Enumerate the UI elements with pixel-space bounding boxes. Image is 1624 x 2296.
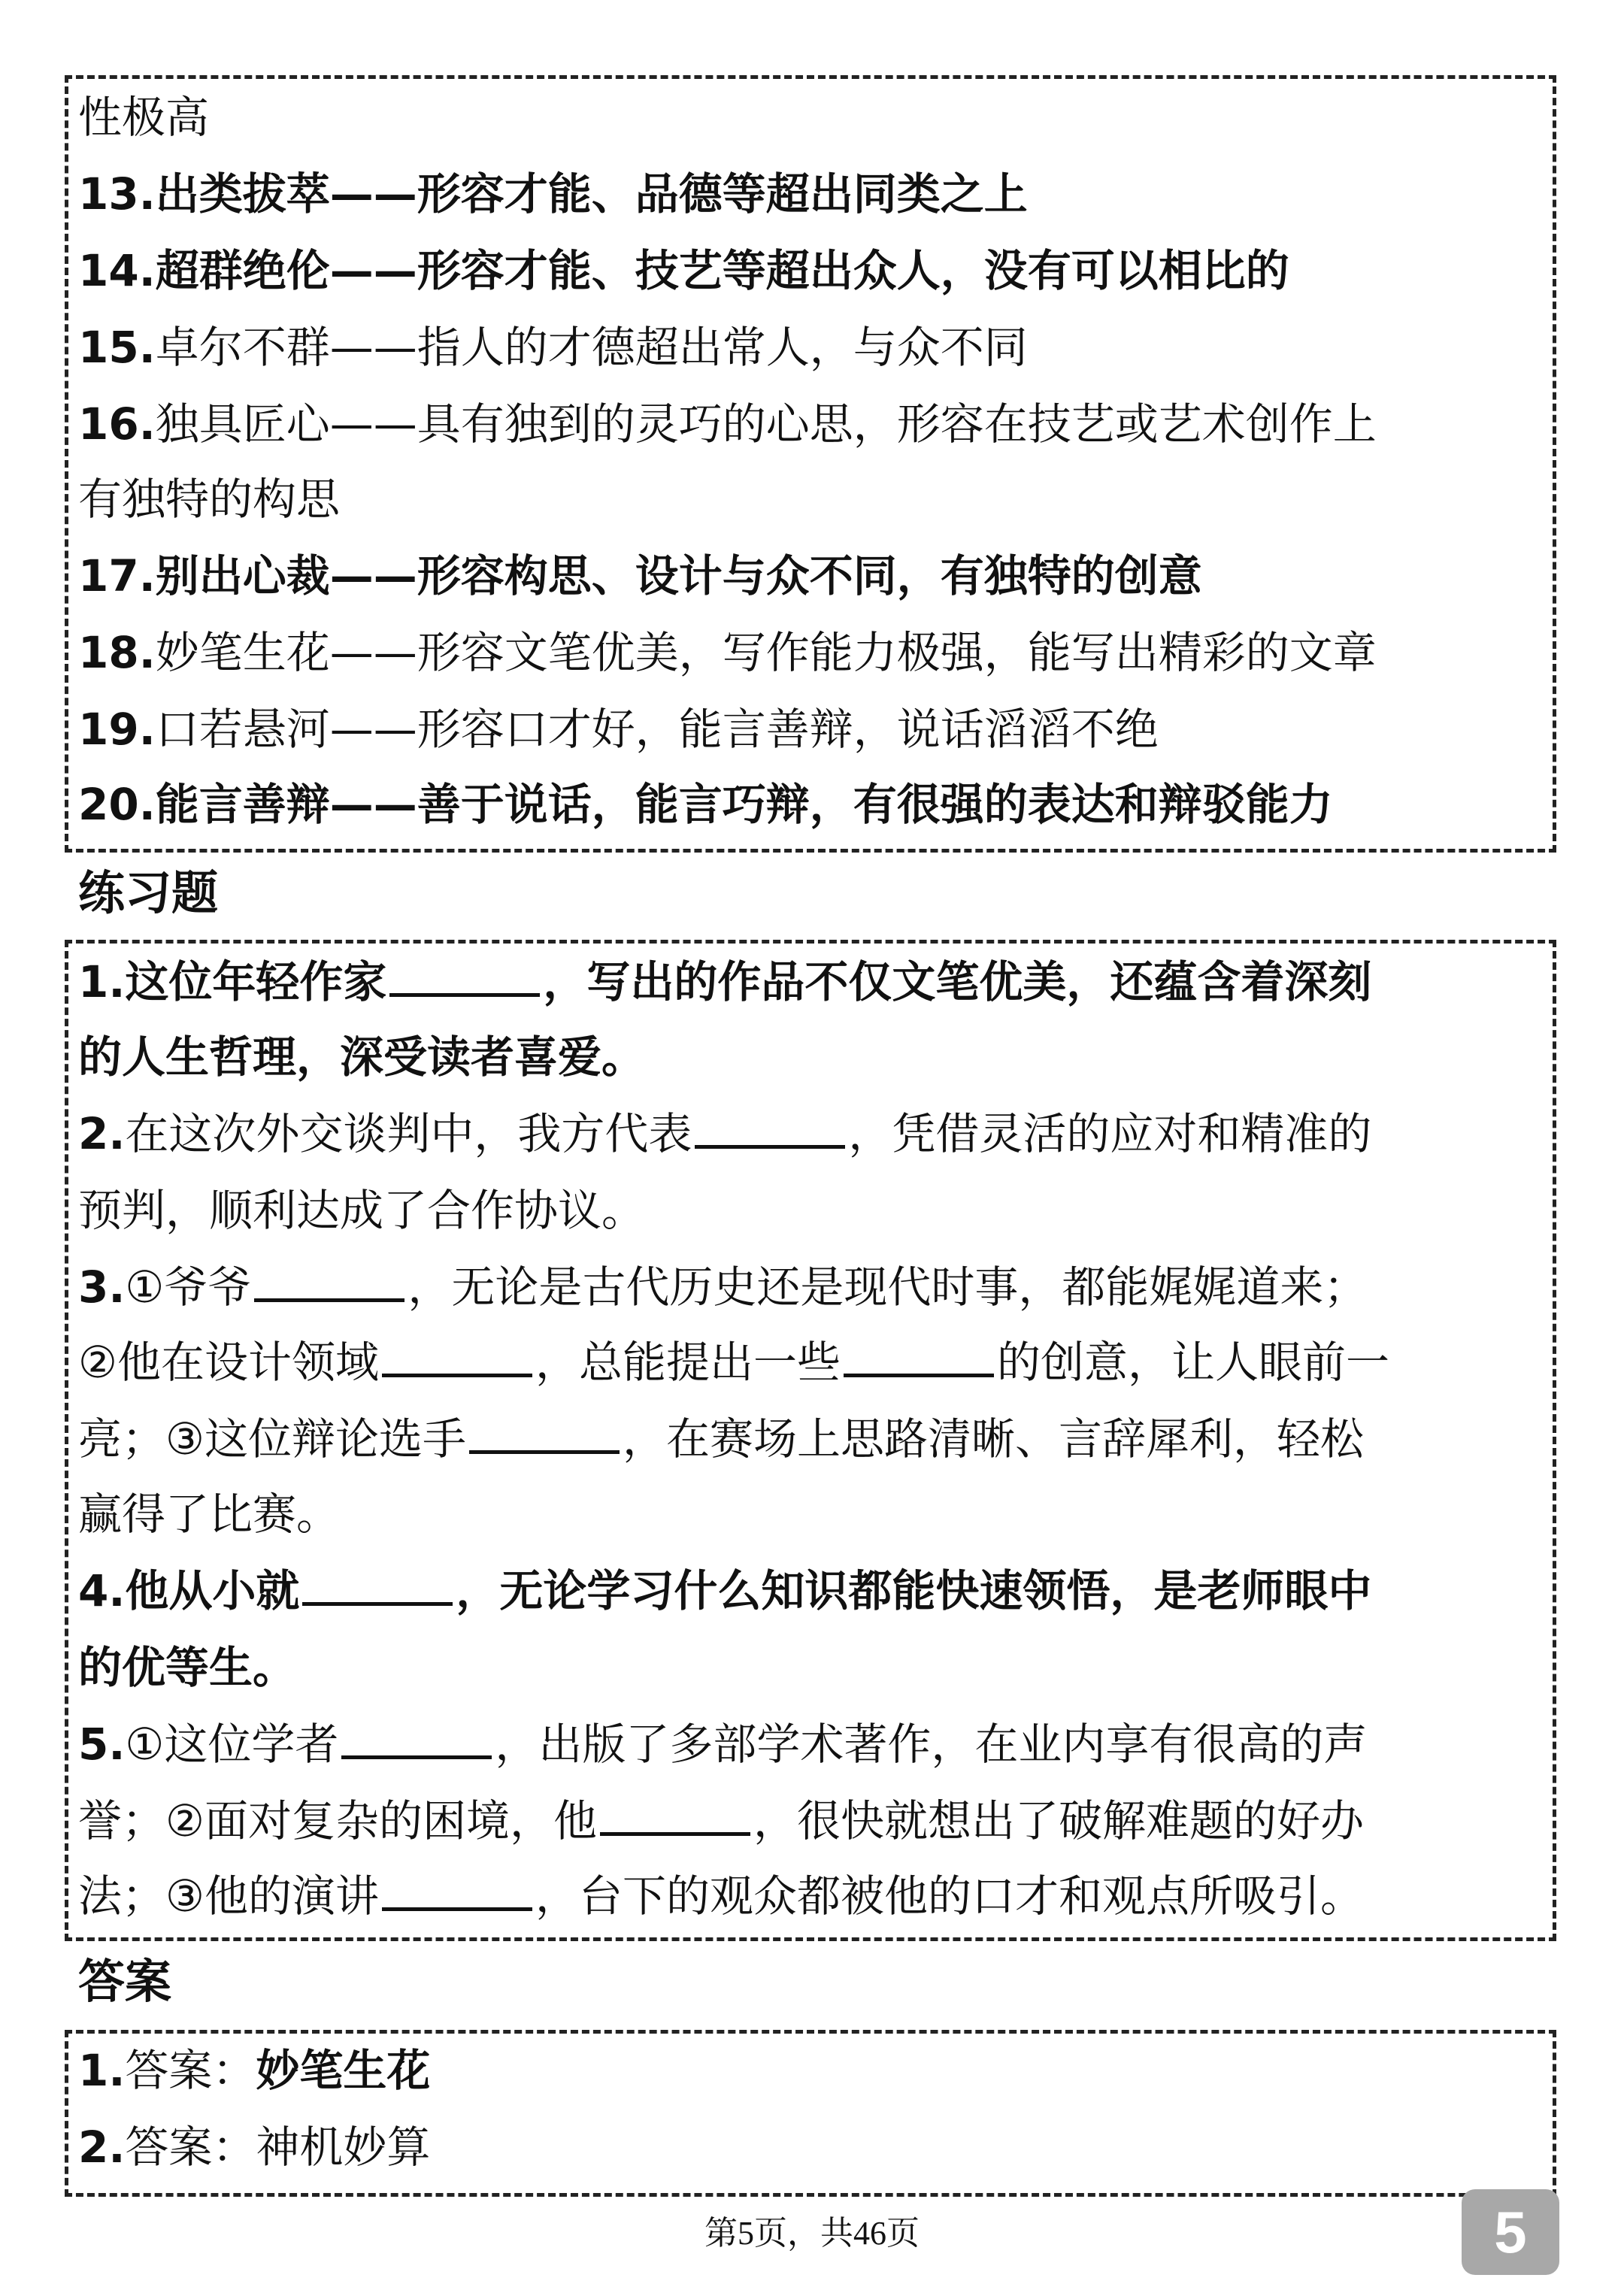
- answer-blank[interactable]: [389, 959, 540, 997]
- answer-number: 2.: [78, 2122, 126, 2173]
- answer-blank[interactable]: [382, 1339, 532, 1377]
- q-text: ，写出的作品不仅文笔优美，还蕴含着深刻: [543, 956, 1372, 1007]
- q-number: 4.: [78, 1565, 126, 1616]
- answer-blank[interactable]: [844, 1339, 994, 1377]
- q-text: ②他在设计领域: [78, 1337, 379, 1388]
- q-number: 5.: [78, 1719, 126, 1770]
- answer-blank[interactable]: [469, 1416, 620, 1454]
- q-text: ，很快就想出了破解难题的好办: [753, 1795, 1365, 1846]
- practice-heading: 练习题: [78, 865, 219, 920]
- q-text: 法；③他的演讲: [78, 1870, 379, 1922]
- list-item: [78, 385, 1552, 463]
- q-text: 亮；③这位辩论选手: [78, 1413, 466, 1465]
- item-text: 妙笔生花——形容文笔优美，写作能力极强，能写出精彩的文章: [155, 627, 1377, 678]
- item-number: 15.: [78, 322, 156, 373]
- item-text: 口若悬河——形容口才好，能言善辩，说话滔滔不绝: [155, 704, 1159, 755]
- question-5-cont: [78, 1857, 1552, 1935]
- q-text: 的人生哲理，深受读者喜爱。: [78, 1031, 646, 1083]
- answer-label: 答案：: [125, 2122, 256, 2173]
- q-text: 赢得了比赛。: [78, 1489, 341, 1540]
- item-number: 20.: [78, 779, 156, 830]
- q-text: 的优等生。: [78, 1642, 297, 1693]
- q-text: ，总能提出一些: [535, 1337, 841, 1388]
- question-4-cont: [78, 1628, 1552, 1707]
- question-2: [78, 1095, 1552, 1173]
- item-text: 超群绝伦——形容才能、技艺等超出众人，没有可以相比的: [155, 245, 1289, 296]
- question-4: [78, 1552, 1552, 1630]
- q-text: ①爷爷: [125, 1262, 252, 1313]
- answer-blank[interactable]: [600, 1798, 750, 1836]
- item-text: 卓尔不群——指人的才德超出常人，与众不同: [155, 322, 1028, 373]
- question-5: [78, 1705, 1552, 1783]
- list-item: [78, 765, 1552, 844]
- question-5-cont: [78, 1782, 1552, 1860]
- q-text: ，在赛场上思路清晰、言辞犀利，轻松: [623, 1413, 1365, 1465]
- list-item: [78, 232, 1552, 310]
- item-number: 17.: [78, 550, 156, 601]
- answer-item: [78, 2108, 1552, 2186]
- answer-value: 神机妙算: [256, 2122, 431, 2173]
- question-3-cont: [78, 1400, 1552, 1478]
- answers-heading: 答案: [78, 1954, 172, 2009]
- question-1: [78, 943, 1552, 1021]
- answer-value: 妙笔生花: [256, 2045, 431, 2096]
- q-text: 誉；②面对复杂的困境，他: [78, 1795, 597, 1846]
- list-item: [78, 537, 1552, 615]
- answer-blank[interactable]: [302, 1568, 453, 1606]
- q-text: ，台下的观众都被他的口才和观点所吸引。: [535, 1870, 1365, 1922]
- list-item: [78, 460, 1552, 538]
- question-3: [78, 1248, 1552, 1326]
- q-text: ，出版了多部学术著作，在业内享有很高的声: [495, 1719, 1368, 1770]
- q-number: 1.: [78, 956, 126, 1007]
- q-text: 的创意，让人眼前一: [997, 1337, 1390, 1388]
- item-text: 出类拔萃——形容才能、品德等超出同类之上: [155, 168, 1028, 220]
- answer-blank[interactable]: [254, 1264, 404, 1302]
- answer-number: 1.: [78, 2045, 126, 2096]
- item-text: 独具匠心——具有独到的灵巧的心思，形容在技艺或艺术创作上: [155, 398, 1377, 450]
- question-3-cont: [78, 1475, 1552, 1553]
- q-text: ，无论是古代历史还是现代时事，都能娓娓道来；: [408, 1262, 1368, 1313]
- list-item: [78, 78, 1552, 156]
- q-text: 预判，顺利达成了合作协议。: [78, 1185, 646, 1236]
- list-item: [78, 613, 1552, 692]
- q-number: 3.: [78, 1262, 126, 1313]
- answer-label: 答案：: [125, 2045, 256, 2096]
- q-text: 这位年轻作家: [125, 956, 387, 1007]
- q-text: 在这次外交谈判中，我方代表: [125, 1108, 692, 1159]
- page-footer: 第5页，共46页: [704, 2215, 920, 2252]
- question-3-cont: [78, 1323, 1552, 1401]
- item-text: 能言善辩——善于说话，能言巧辩，有很强的表达和辩驳能力: [155, 779, 1333, 830]
- q-text: ①这位学者: [125, 1719, 339, 1770]
- item-number: 14.: [78, 245, 156, 296]
- item-number: 13.: [78, 168, 156, 220]
- page-number-badge: 5: [1462, 2189, 1559, 2275]
- item-number: 18.: [78, 627, 156, 678]
- question-1-cont: [78, 1018, 1552, 1096]
- item-text: 别出心裁——形容构思、设计与众不同，有独特的创意: [155, 550, 1202, 601]
- list-item: [78, 155, 1552, 233]
- item-number: 19.: [78, 704, 156, 755]
- q-text: ，凭借灵活的应对和精准的: [848, 1108, 1372, 1159]
- item-text: 性极高: [78, 92, 210, 143]
- answer-item: [78, 2031, 1552, 2110]
- q-text: ，无论学习什么知识都能快速领悟，是老师眼中: [456, 1565, 1372, 1616]
- answer-blank[interactable]: [695, 1110, 845, 1149]
- list-item: [78, 308, 1552, 386]
- list-item: [78, 690, 1552, 768]
- answer-blank[interactable]: [341, 1721, 492, 1759]
- item-text: 有独特的构思: [78, 474, 341, 525]
- item-number: 16.: [78, 398, 156, 450]
- answer-blank[interactable]: [382, 1873, 532, 1911]
- q-text: 他从小就: [125, 1565, 300, 1616]
- question-2-cont: [78, 1171, 1552, 1249]
- q-number: 2.: [78, 1108, 126, 1159]
